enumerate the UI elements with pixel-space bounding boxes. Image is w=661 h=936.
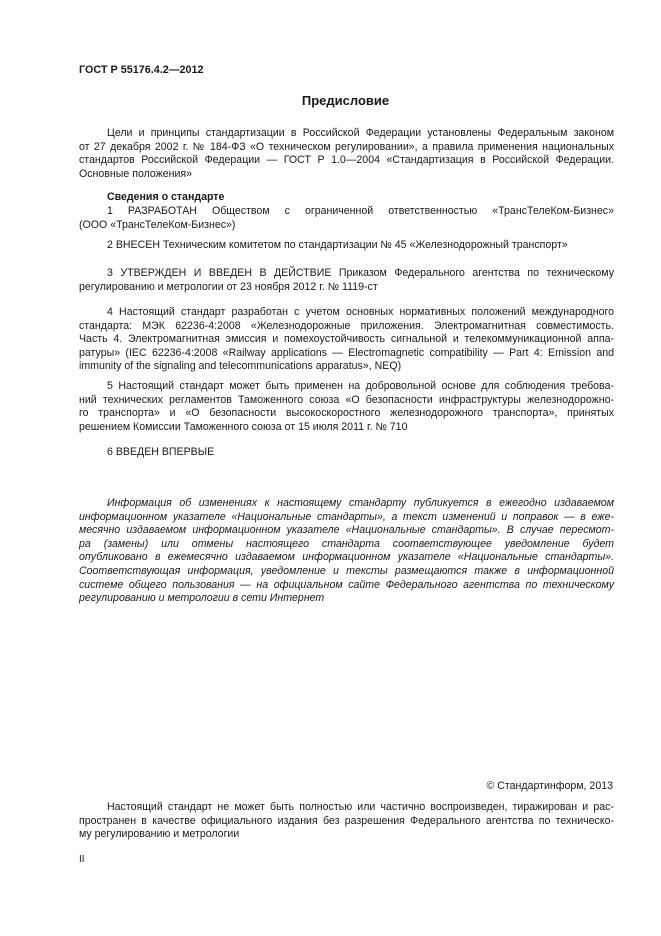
item-5-paragraph (79, 380, 614, 434)
item-5-line: го транспорта» и «О безопасности высокоскоростного железнодорожного транспорта», принятых (79, 407, 614, 420)
item-1-paragraph (79, 205, 614, 232)
intro-paragraph (79, 127, 614, 181)
item-4-line: immunity of the signaling and telecommunications apparatus», NEQ) (79, 360, 402, 373)
page-number: II (79, 854, 85, 865)
rights-line: пространен в качестве официального издания без разрешения Федерального агентства по техническо- (79, 814, 614, 827)
item-1-line: 1 РАЗРАБОТАН Обществом с ограниченной ответственностью «ТрансТелеКом-Бизнес» (107, 205, 614, 217)
notice-line: регулированию и метрологии в сети Интернет (79, 592, 325, 605)
notice-line: Информация об изменениях к настоящему стандарту публикуется в ежегодно издаваемом (107, 497, 614, 509)
item-4-line: ратуры» (IEC 62236-4:2008 «Railway applications — Electromagnetic compatibility — Part 4: Emission and (79, 346, 614, 359)
item-2-line: 2 ВНЕСЕН Техническим комитетом по стандартизации № 45 «Железнодорожный транспорт» (107, 239, 568, 251)
item-2-paragraph (79, 239, 614, 253)
item-4-line: Часть 4. Электромагнитная эмиссия и помехоустойчивость сигнальной и телекоммуникационной аппа- (79, 333, 614, 346)
rights-line: му регулированию и метрологии (79, 828, 240, 841)
intro-line: Основные положения» (79, 167, 193, 180)
notice-line: Соответствующая информация, уведомление и тексты размещаются также в информационной (79, 564, 614, 577)
intro-line: от 27 декабря 2002 г. № 184-ФЗ «О техническом регулировании», а правила применения национальных (79, 140, 614, 153)
page-title: Предисловие (301, 93, 390, 108)
intro-line: Цели и принципы стандартизации в Российской Федерации установлены Федеральным законом (107, 127, 614, 139)
item-3-line: 3 УТВЕРЖДЕН И ВВЕДЕН В ДЕЙСТВИЕ Приказом Федерального агентства по техническому (107, 267, 614, 279)
item-3-paragraph (79, 267, 614, 294)
item-6-line: 6 ВВЕДЕН ВПЕРВЫЕ (107, 446, 215, 458)
item-4-line: стандарта: МЭК 62236-4:2008 «Железнодорожные приложения. Электромагнитная совместимость. (79, 319, 614, 332)
copyright-notice: © Стандартинформ, 2013 (486, 780, 613, 792)
notice-line: месячно издаваемом информационном указателе «Национальные стандарты». В случае пересмот- (79, 524, 614, 537)
item-5-line: решением Комиссии Таможенного союза от 15 июля 2011 г. № 710 (79, 420, 408, 433)
rights-paragraph (79, 801, 614, 842)
item-5-line: 5 Настоящий стандарт может быть применен на добровольной основе для соблюдения требова- (107, 380, 614, 392)
document-code: ГОСТ Р 55176.4.2—2012 (79, 64, 204, 76)
item-4-paragraph (79, 306, 614, 374)
item-6-paragraph (79, 446, 614, 460)
item-5-line: ний технических регламентов Таможенного союза «О безопасности инфраструктуры железнодорожно- (79, 393, 614, 406)
item-4-line: 4 Настоящий стандарт разработан с учетом основных нормативных положений международного (107, 306, 614, 318)
notice-paragraph (79, 497, 614, 606)
standard-info-heading: Сведения о стандарте (107, 191, 225, 203)
item-1-line: (ООО «ТрансТелеКом-Бизнес») (79, 218, 236, 231)
notice-line: системе общего пользования — на официальном сайте Федерального агентства по техническому (79, 578, 614, 591)
notice-line: ра (замены) или отмены настоящего стандарта соответствующее уведомление будет (79, 537, 614, 550)
intro-line: стандартов Российской Федерации — ГОСТ Р 1.0—2004 «Стандартизация в Российской Федерации. (79, 154, 614, 167)
item-3-line: регулированию и метрологии от 23 ноября 2012 г. № 1119-ст (79, 280, 378, 293)
notice-line: информационном указателе «Национальные стандарты», а текст изменений и поправок — в еже- (79, 510, 614, 523)
rights-line: Настоящий стандарт не может быть полностью или частично воспроизведен, тиражирован и рас- (107, 801, 614, 813)
notice-line: опубликовано в ежемесячно издаваемом информационном указателе «Национальные стандарты». (79, 551, 614, 564)
